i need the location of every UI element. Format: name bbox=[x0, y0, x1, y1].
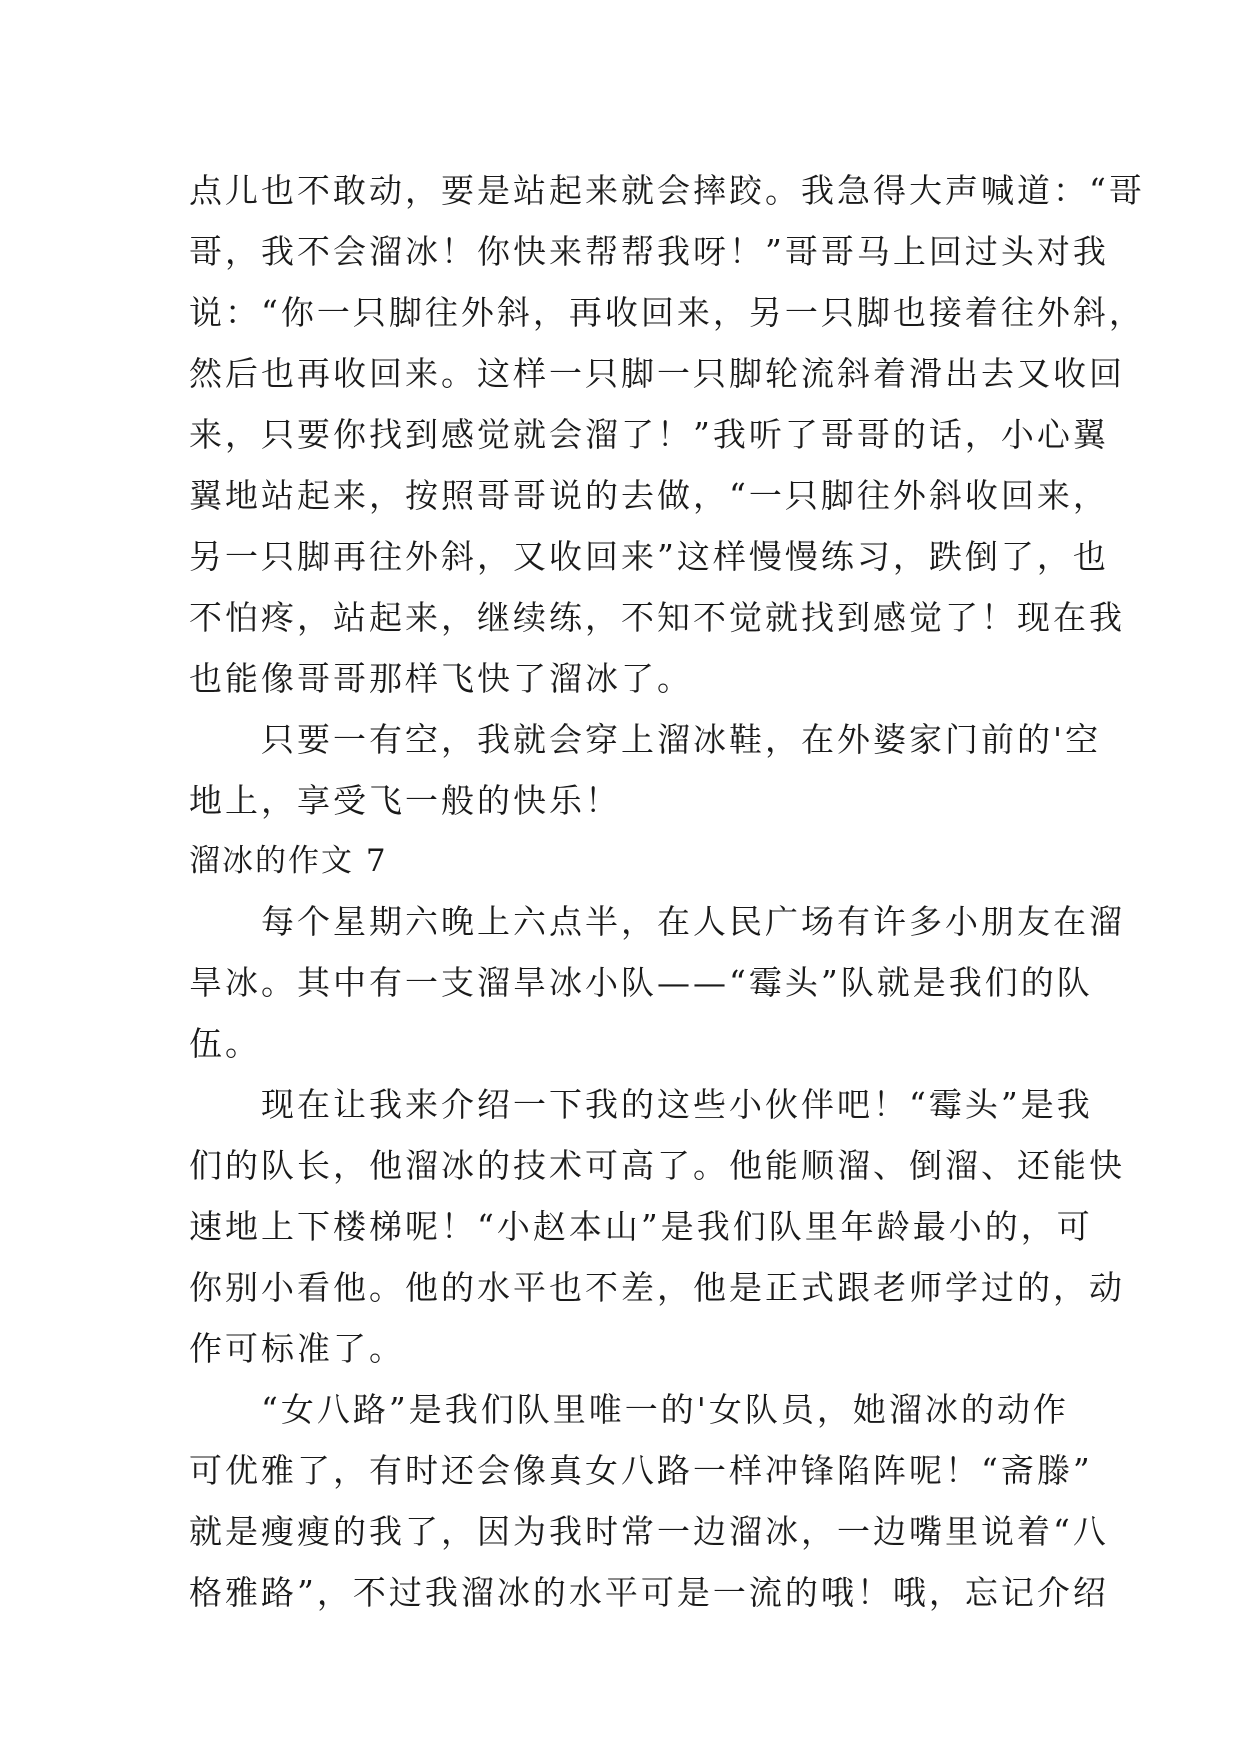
text-line: 地上，享受飞一般的快乐！ bbox=[189, 781, 621, 820]
text-line: 现在让我来介绍一下我的这些小伙伴吧！“霉头”是我 bbox=[189, 1085, 1093, 1124]
text-line: 翼地站起来，按照哥哥说的去做，“一只脚往外斜收回来， bbox=[189, 476, 1109, 515]
section-heading: 溜冰的作文 7 bbox=[189, 843, 388, 879]
text-line: 说：“你一只脚往外斜，再收回来，另一只脚也接着往外斜， bbox=[189, 293, 1145, 332]
text-line: 然后也再收回来。这样一只脚一只脚轮流斜着滑出去又收回 bbox=[189, 354, 1125, 393]
text-line: 也能像哥哥那样飞快了溜冰了。 bbox=[189, 659, 693, 698]
text-line: 速地上下楼梯呢！“小赵本山”是我们队里年龄最小的，可 bbox=[189, 1207, 1093, 1246]
text-line: 作可标准了。 bbox=[189, 1329, 405, 1368]
essay-body bbox=[189, 160, 1145, 1623]
text-line: 哥，我不会溜冰！你快来帮帮我呀！”哥哥马上回过头对我 bbox=[189, 232, 1109, 271]
text-line: 点儿也不敢动，要是站起来就会摔跤。我急得大声喊道：“哥 bbox=[189, 171, 1145, 210]
text-line: “女八路”是我们队里唯一的'女队员，她溜冰的动作 bbox=[189, 1390, 1069, 1429]
text-line: 来，只要你找到感觉就会溜了！”我听了哥哥的话，小心翼 bbox=[189, 415, 1109, 454]
text-line: 格雅路”，不过我溜冰的水平可是一流的哦！哦，忘记介绍 bbox=[189, 1573, 1109, 1612]
text-line: 你别小看他。他的水平也不差，他是正式跟老师学过的，动 bbox=[189, 1268, 1125, 1307]
text-line: 另一只脚再往外斜，又收回来”这样慢慢练习，跌倒了，也 bbox=[189, 537, 1109, 576]
text-line: 伍。 bbox=[189, 1024, 261, 1063]
text-line: 可优雅了，有时还会像真女八路一样冲锋陷阵呢！“斋滕” bbox=[189, 1451, 1093, 1490]
text-line: 不怕疼，站起来，继续练，不知不觉就找到感觉了！现在我 bbox=[189, 598, 1125, 637]
text-line: 只要一有空，我就会穿上溜冰鞋，在外婆家门前的'空 bbox=[189, 720, 1102, 759]
text-line: 每个星期六晚上六点半，在人民广场有许多小朋友在溜 bbox=[189, 902, 1125, 941]
text-line: 们的队长，他溜冰的技术可高了。他能顺溜、倒溜、还能快 bbox=[189, 1146, 1125, 1185]
text-line: 旱冰。其中有一支溜旱冰小队——“霉头”队就是我们的队 bbox=[189, 963, 1093, 1002]
text-line: 就是瘦瘦的我了，因为我时常一边溜冰，一边嘴里说着“八 bbox=[189, 1512, 1109, 1551]
